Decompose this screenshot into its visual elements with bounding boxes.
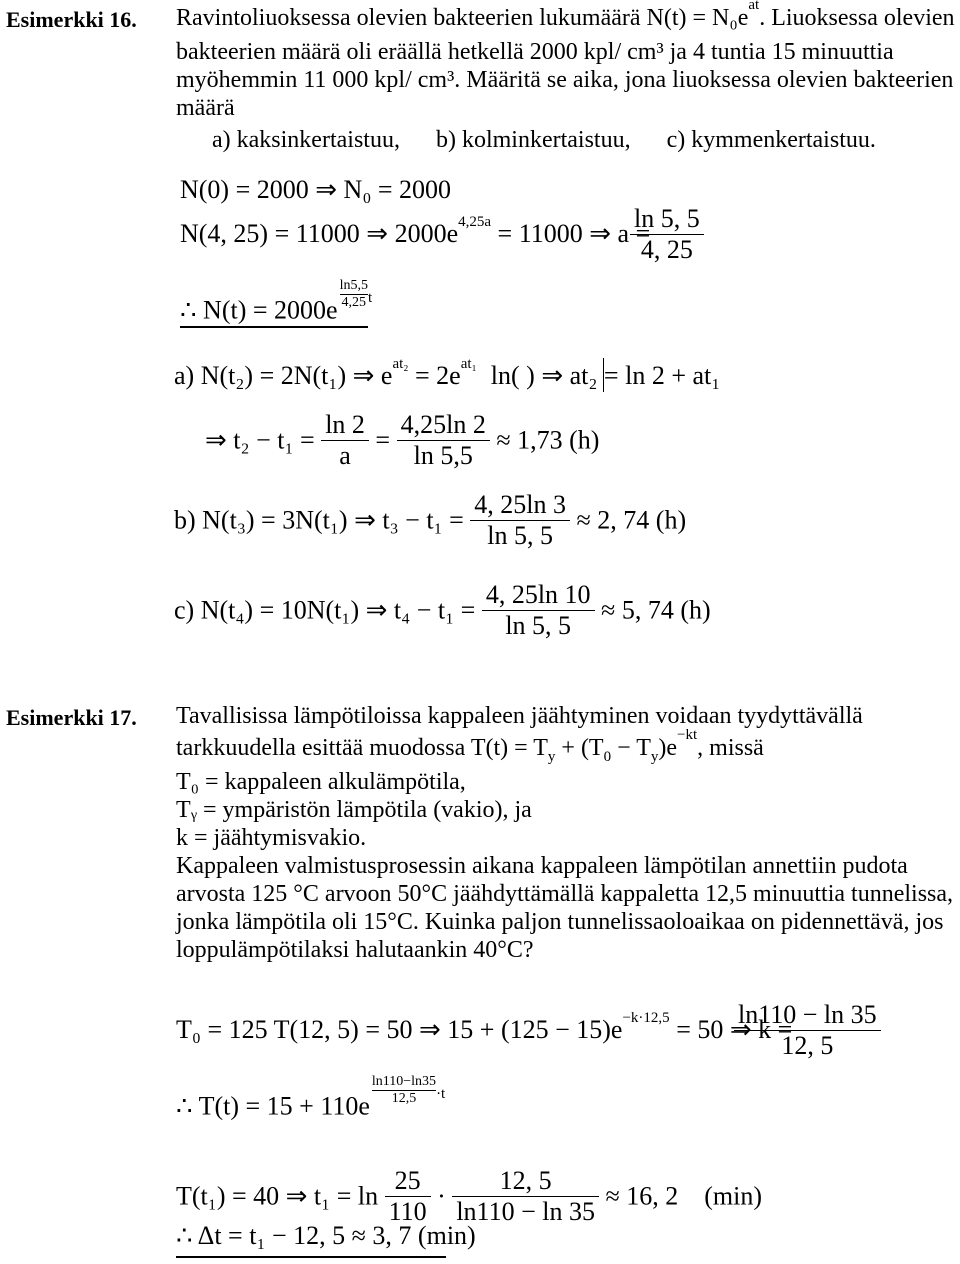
eq17-2 (176, 1074, 446, 1125)
ex17-l2-c: − T (611, 735, 651, 761)
ex17-l2-a: tarkkuudella esittää muodossa T(t) = T (176, 735, 548, 761)
eq17-1 (176, 1010, 793, 1048)
eq16-2-denominator: 4, 25 (640, 235, 693, 264)
part-a-tail: ln( ) ⇒ at₂ = ln 2 + at₁ (490, 361, 721, 390)
part-b-line (174, 490, 686, 551)
part-c-line (174, 580, 711, 641)
eq16-3-exp-num: ln5,5 (339, 278, 368, 293)
example-16-text-line-1 (176, 0, 955, 35)
example-16-parts: a) kaksinkertaistuu, b) kolminkertaistuu, c) kymmenkertaistuu. (212, 127, 876, 153)
eq17-3-left: T(t₁) = 40 ⇒ t₁ = ln (176, 1181, 379, 1211)
example-17-definition-2: Tᵧ = ympäristön lämpötila (vakio), ja (176, 797, 532, 823)
part-c-left: c) N(t₄) = 10N(t₁) ⇒ t₄ − t₁ = (174, 595, 476, 625)
eq17-2-exp-t: ·t (436, 1086, 446, 1103)
eq16-3-left: ∴ N(t) = 2000e (180, 295, 338, 325)
eq17-1-left: T₀ = 125 T(12, 5) = 50 ⇒ 15 + (125 − 15)e (176, 1015, 623, 1044)
eq17-3-num2: 12, 5 (499, 1166, 552, 1195)
eq16-1: N(0) = 2000 ⇒ N₀ = 2000 (180, 175, 452, 204)
example-16-text-line-1-exp: at (748, 0, 760, 13)
eq16-2-numerator: ln 5, 5 (634, 204, 700, 233)
eq17-1-denominator: 12, 5 (781, 1031, 834, 1060)
part-a-second-line (205, 410, 599, 471)
eq17-3 (176, 1166, 762, 1227)
eq16-2-mid: = 11000 ⇒ a = (491, 219, 651, 248)
part-b-tail: ≈ 2, 74 (h) (576, 505, 687, 535)
example-17-text-line-6: loppulämpötilaksi halutaankin 40°C? (176, 937, 534, 963)
example-17-text-line-2 (176, 727, 764, 765)
eq17-3-dot: · (437, 1181, 446, 1211)
eq16-3-exp-den: 4,25 (341, 295, 366, 310)
example-17-definition-1: T₀ = kappaleen alkulämpötila, (176, 769, 466, 795)
example-16-text-line-3: myöhemmin 11 000 kpl/ cm³. Määritä se aika, jona liuoksessa olevien bakteerien (176, 67, 954, 93)
example-17-label: Esimerkki 17. (6, 705, 137, 730)
example-17-text-line-4: arvosta 125 °C arvoon 50°C jäähdyttämällä kappaletta 12,5 minuuttia tunnelissa, (176, 881, 954, 907)
eq17-3-num1: 25 (394, 1166, 421, 1195)
eq16-2 (180, 214, 651, 252)
eq17-3-tail: ≈ 16, 2 (min) (605, 1181, 763, 1211)
part-a-mid: = 2e (408, 361, 461, 390)
eq17-2-left: ∴ T(t) = 15 + 110e (176, 1091, 370, 1121)
example-16-text-line-4: määrä (176, 95, 235, 121)
eq17-1-exp: −k·12,5 (622, 1010, 670, 1026)
example-16-text-line-1-tail: . Liuoksessa olevien (759, 5, 955, 31)
part-c-tail: ≈ 5, 74 (h) (601, 595, 711, 625)
part-a-operation-bar (603, 358, 604, 392)
part-a-exp1: at₂ (392, 356, 409, 372)
eq17-1-fraction (734, 1000, 881, 1061)
eq16-3 (180, 278, 373, 329)
ex17-l2-sub2: 0 (603, 749, 612, 765)
part-a2-den1: a (339, 441, 351, 470)
eq16-3-exp-t: t (367, 290, 373, 307)
part-b-num: 4, 25ln 3 (474, 490, 567, 519)
part-c-den: ln 5, 5 (505, 611, 572, 640)
eq17-1-numerator: ln110 − ln 35 (738, 1000, 877, 1029)
eq17-4-underline (176, 1256, 446, 1258)
part-a-line (174, 356, 721, 394)
example-17-text-line-1: Tavallisissa lämpötiloissa kappaleen jäähtyminen voidaan tyydyttävällä (176, 703, 863, 729)
part-a2-eq: = (375, 425, 391, 455)
part-a-exp2: at₁ (460, 356, 477, 372)
eq17-2-exp-den: 12,5 (391, 1091, 417, 1106)
example-17-text-line-5: jonka lämpötila oli 15°C. Kuinka paljon tunnelissaoloaikaa on pidennettävä, jos (176, 909, 944, 935)
eq17-2-exponent-fraction (372, 1074, 436, 1107)
eq17-3-den1: 110 (388, 1197, 427, 1226)
example-16-text-line-1-main: Ravintoliuoksessa olevien bakteerien lukumäärä N(t) = N₀e (176, 5, 749, 31)
part-a2-tail: ≈ 1,73 (h) (496, 425, 600, 455)
example-17-text-line-3: Kappaleen valmistusprosessin aikana kappaleen lämpötilan annettiin pudota (176, 853, 908, 879)
ex17-l2-b: + (T (555, 735, 604, 761)
ex17-l2-sub1: y (547, 749, 556, 765)
example-16-label: Esimerkki 16. (6, 7, 137, 32)
eq17-1-mid: = 50 ⇒ k = (669, 1015, 793, 1044)
part-a2-num1: ln 2 (325, 410, 365, 439)
part-a2-left: ⇒ t₂ − t₁ = (205, 425, 315, 455)
example-17-definition-3: k = jäähtymisvakio. (176, 825, 367, 851)
eq17-4: ∴ Δt = t₁ − 12, 5 ≈ 3, 7 (min) (176, 1221, 476, 1250)
eq16-2-left: N(4, 25) = 11000 ⇒ 2000e (180, 219, 459, 248)
part-a2-den2: ln 5,5 (413, 441, 473, 470)
ex17-l2-d: )e (658, 735, 678, 761)
example-16-text-line-2: bakteerien määrä oli eräällä hetkellä 2000 kpl/ cm³ ja 4 tuntia 15 minuuttia (176, 39, 894, 65)
eq16-3-underline (180, 326, 368, 328)
eq16-3-exponent-fraction (340, 278, 368, 311)
eq17-3-den2: ln110 − ln 35 (456, 1197, 595, 1226)
part-b-left: b) N(t₃) = 3N(t₁) ⇒ t₃ − t₁ = (174, 505, 464, 535)
ex17-l2-e: , missä (697, 735, 764, 761)
ex17-l2-exp: −kt (677, 727, 698, 743)
part-b-den: ln 5, 5 (487, 521, 554, 550)
eq16-2-fraction (630, 204, 704, 265)
ex17-l2-sub3: y (650, 749, 659, 765)
eq17-2-exp-num: ln110−ln35 (371, 1074, 437, 1089)
eq16-2-exp: 4,25a (458, 214, 492, 230)
part-c-num: 4, 25ln 10 (485, 580, 591, 609)
part-a2-num2: 4,25ln 2 (400, 410, 486, 439)
part-a-left: a) N(t₂) = 2N(t₁) ⇒ e (174, 361, 393, 390)
